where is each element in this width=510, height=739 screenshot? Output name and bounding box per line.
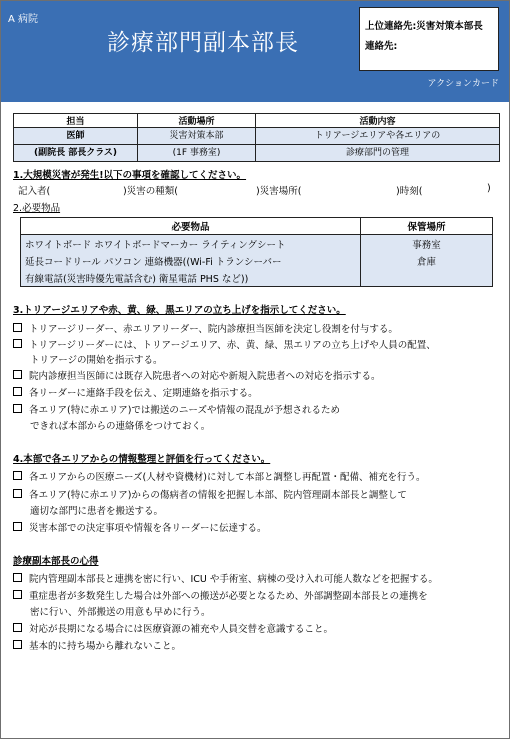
checkbox-icon <box>13 387 22 396</box>
supplies-header-location: 保管場所 <box>361 218 493 235</box>
section-5-title: 診療副本部長の心得 <box>13 556 99 567</box>
list-item-continuation: 適切な部門に患者を搬送する。 <box>30 506 164 517</box>
checkbox-icon <box>13 339 22 348</box>
table-row <box>21 269 493 287</box>
supplies-table <box>20 217 493 287</box>
table-row <box>21 235 493 253</box>
field-disaster-type: )災害の種類( <box>123 186 178 197</box>
list-item-continuation: 密に行い、外部搬送の用意も早めに行う。 <box>30 607 211 618</box>
supply-location <box>361 269 493 287</box>
list-item-continuation: トリアージの開始を指示する。 <box>30 355 163 366</box>
role-assignee: 医師 <box>14 128 138 145</box>
role-table <box>13 113 500 162</box>
section-4-title: 4.本部で各エリアからの情報整理と評価を行ってください。 <box>13 454 271 465</box>
supply-item: 延長コードリール パソコン 連絡機器((Wi-Fi トランシーバー <box>21 252 361 269</box>
contact-label: 連絡先: <box>365 41 398 52</box>
list-item: トリアージリーダーには、トリアージエリア、赤、黄、緑、黒エリアの立ち上げや人員の配置、 <box>13 337 436 351</box>
supply-item: 有線電話(災害時優先電話含む) 衛星電話 PHS など)) <box>21 269 361 287</box>
hospital-name: A 病院 <box>8 14 39 25</box>
supply-location: 事務室 <box>361 235 493 253</box>
list-item: 各エリア(特に赤エリア)からの傷病者の情報を把握し本部、院内管理副本部長と調整して <box>13 487 407 501</box>
list-item-continuation: できれば本部からの連絡係をつけておく。 <box>30 421 211 432</box>
field-close: ) <box>487 183 491 194</box>
checkbox-icon <box>13 471 22 480</box>
field-disaster-place: )災害場所( <box>256 186 302 197</box>
role-activity: トリアージエリアや各エリアの <box>256 128 500 145</box>
list-item: 対応が長期になる場合には医療資源の補充や人員交替を意識すること。 <box>13 621 333 635</box>
supply-location: 倉庫 <box>361 252 493 269</box>
checkbox-icon <box>13 522 22 531</box>
header-banner <box>1 1 509 102</box>
supply-item: ホワイトボード ホワイトボードマーカー ライティングシート <box>21 235 361 253</box>
checkbox-icon <box>13 573 22 582</box>
checkbox-icon <box>13 489 22 498</box>
section-2-title: 2.必要物品 <box>13 203 61 214</box>
card-type-label: アクションカード <box>427 79 499 89</box>
role-header-activity: 活動内容 <box>256 114 500 128</box>
list-item: 各エリア(特に赤エリア)では搬送のニーズや情報の混乱が予想されるため <box>13 402 340 416</box>
list-item: トリアージリーダー、赤エリアリーダー、院内診療担当医師を決定し役割を付与する。 <box>13 321 398 335</box>
list-item: 各エリアからの医療ニーズ(人材や資機材)に対して本部と調整し再配置・配備、補充を行う。 <box>13 469 425 483</box>
checkbox-icon <box>13 323 22 332</box>
checkbox-icon <box>13 623 22 632</box>
page-title: 診療部門副本部長 <box>107 30 299 56</box>
field-time: )時刻( <box>396 186 423 197</box>
checkbox-icon <box>13 370 22 379</box>
checkbox-icon <box>13 404 22 413</box>
superior-contact-label: 上位連絡先:災害対策本部長 <box>365 21 483 32</box>
role-header-assignee: 担当 <box>14 114 138 128</box>
contact-box <box>359 7 499 71</box>
role-location: 災害対策本部 <box>138 128 256 145</box>
role-header-location: 活動場所 <box>138 114 256 128</box>
supplies-header-item: 必要物品 <box>21 218 361 235</box>
checkbox-icon <box>13 590 22 599</box>
table-row <box>21 252 493 269</box>
list-item: 院内管理副本部長と連携を密に行い、ICU や手術室、病棟の受け入れ可能人数などを把握する。 <box>13 571 438 585</box>
list-item: 重症患者が多数発生した場合は外部への搬送が必要となるため、外部調整副本部長との連携を <box>13 588 428 602</box>
role-location-detail: (1F 事務室) <box>138 145 256 162</box>
list-item: 院内診療担当医師には既存入院患者への対応や新規入院患者への対応を指示する。 <box>13 368 381 382</box>
list-item: 災害本部での決定事項や情報を各リーダーに伝達する。 <box>13 520 267 534</box>
list-item: 各リーダーに連絡手段を伝え、定期連絡を指示する。 <box>13 385 258 399</box>
list-item: 基本的に持ち場から離れないこと。 <box>13 638 181 652</box>
section-3-title: 3.トリアージエリアや赤、黄、緑、黒エリアの立ち上げを指示してください。 <box>13 305 346 316</box>
section-1-title: 1.大規模災害が発生!以下の事項を確認してください。 <box>13 170 247 181</box>
checkbox-icon <box>13 640 22 649</box>
field-recorder: 記入者( <box>18 186 51 197</box>
role-assignee-detail: (副院長 部長クラス) <box>14 145 138 162</box>
role-activity-detail: 診療部門の管理 <box>256 145 500 162</box>
